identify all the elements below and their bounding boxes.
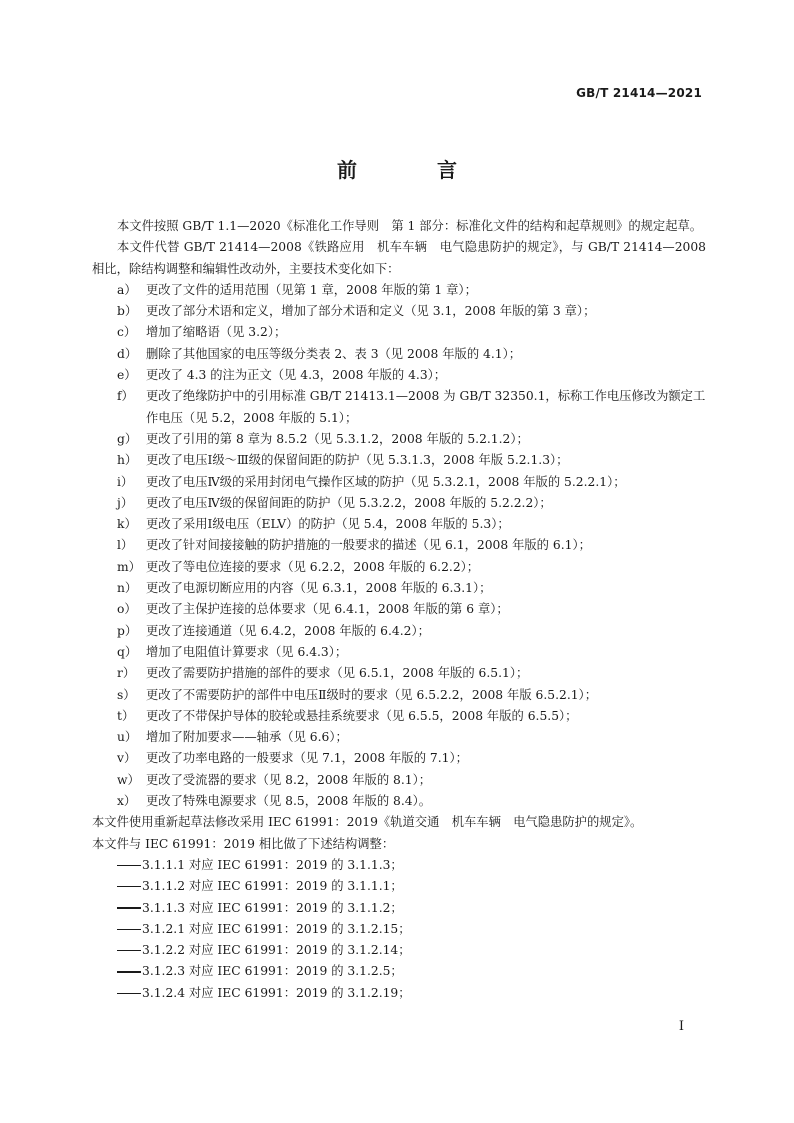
list-item-label: x） xyxy=(117,794,137,809)
list-item xyxy=(92,770,706,791)
mapping-item xyxy=(92,961,706,982)
standard-code: GB/T 21414—2021 xyxy=(576,86,702,100)
list-item-text: 更改了受流器的要求（见 8.2，2008 年版的 8.1）； xyxy=(146,772,432,787)
list-item-label: f） xyxy=(117,389,134,404)
mapping-text: 3.1.1.1 对应 IEC 61991：2019 的 3.1.1.3； xyxy=(142,857,403,872)
list-item-text: 更改了针对间接接触的防护措施的一般要求的描述（见 6.1，2008 年版的 6.1）； xyxy=(146,538,591,553)
list-item-label: l） xyxy=(117,538,134,553)
list-item-label: k） xyxy=(117,517,137,532)
mapping-text: 3.1.2.3 对应 IEC 61991：2019 的 3.1.2.5； xyxy=(142,964,403,979)
list-item xyxy=(92,301,706,322)
list-item-label: h） xyxy=(117,453,138,468)
dash-marker xyxy=(117,865,141,866)
list-item-label: o） xyxy=(117,602,137,617)
mapping-item xyxy=(92,919,706,940)
list-item-label: u） xyxy=(117,730,138,745)
list-item xyxy=(92,642,706,663)
list-item xyxy=(92,621,706,642)
list-item xyxy=(92,599,706,620)
page-title: 前 言 xyxy=(337,158,487,182)
list-item-label: d） xyxy=(117,346,138,361)
list-item-label: t） xyxy=(117,708,135,723)
list-item-label: r） xyxy=(117,666,136,681)
list-item xyxy=(92,535,706,556)
list-item-label: c） xyxy=(117,325,137,340)
list-item-label: v） xyxy=(117,751,137,766)
list-item xyxy=(92,322,706,343)
page-number: Ⅰ xyxy=(678,1019,684,1034)
list-item-label: b） xyxy=(117,304,138,319)
list-item-label: s） xyxy=(117,687,136,702)
list-item-label: m） xyxy=(117,559,141,574)
list-item xyxy=(92,727,706,748)
document-body xyxy=(92,216,706,1004)
list-item xyxy=(92,578,706,599)
list-item-text: 更改了电压Ⅳ级的采用封闭电气操作区域的防护（见 5.3.2.1，2008 年版的 5.2.2.1）； xyxy=(146,474,626,489)
mapping-text: 3.1.2.2 对应 IEC 61991：2019 的 3.1.2.14； xyxy=(142,943,411,958)
list-item-text: 更改了采用Ⅰ级电压（ELV）的防护（见 5.4，2008 年版的 5.3）； xyxy=(146,517,510,532)
list-item xyxy=(92,280,706,301)
list-item-text: 更改了主保护连接的总体要求（见 6.4.1，2008 年版的第 6 章）； xyxy=(146,602,509,617)
list-item-text: 增加了缩略语（见 3.2）； xyxy=(146,325,287,340)
list-item xyxy=(92,685,706,706)
mapping-item xyxy=(92,983,706,1004)
list-item xyxy=(92,514,706,535)
dash-marker xyxy=(117,950,141,951)
list-item-text: 更改了电压Ⅰ级～Ⅲ级的保留间距的防护（见 5.3.1.3，2008 年版 5.2.1.3）； xyxy=(146,453,569,468)
list-item-text: 更改了电源切断应用的内容（见 6.3.1，2008 年版的 6.3.1）； xyxy=(146,581,492,596)
list-item-text: 更改了连接通道（见 6.4.2，2008 年版的 6.4.2）； xyxy=(146,623,430,638)
list-item xyxy=(92,472,706,493)
mapping-item xyxy=(92,876,706,897)
list-item-text: 更改了 4.3 的注为正文（见 4.3，2008 年版的 4.3）； xyxy=(146,368,447,383)
list-item xyxy=(92,557,706,578)
list-item xyxy=(92,365,706,386)
mapping-item xyxy=(92,940,706,961)
list-item-label: w） xyxy=(117,772,140,787)
list-item-text: 更改了特殊电源要求（见 8.5，2008 年版的 8.4）。 xyxy=(146,794,432,809)
list-item-text: 更改了功率电路的一般要求（见 7.1，2008 年版的 7.1）； xyxy=(146,751,468,766)
list-item xyxy=(92,706,706,727)
mapping-text: 3.1.2.1 对应 IEC 61991：2019 的 3.1.2.15； xyxy=(142,921,411,936)
list-item-text: 增加了附加要求——轴承（见 6.6）； xyxy=(146,730,348,745)
list-item xyxy=(92,748,706,769)
mapping-text: 3.1.2.4 对应 IEC 61991：2019 的 3.1.2.19； xyxy=(142,985,411,1000)
list-item xyxy=(92,386,706,429)
list-item-text: 更改了等电位连接的要求（见 6.2.2，2008 年版的 6.2.2）； xyxy=(146,559,480,574)
mapping-item xyxy=(92,898,706,919)
paragraph-drafting-rule: 本文件按照 GB/T 1.1—2020《标准化工作导则 第 1 部分：标准化文件的结构和起草规则》的规定起草。 xyxy=(117,219,703,233)
paragraph-adoption: 本文件使用重新起草法修改采用 IEC 61991：2019《轨道交通 机车车辆 电气隐患防护的规定》。 xyxy=(92,815,643,830)
list-item-text: 更改了引用的第 8 章为 8.5.2（见 5.3.1.2，2008 年版的 5.2.1.2）； xyxy=(146,431,529,446)
list-item-label: j） xyxy=(117,495,134,510)
dash-marker xyxy=(117,929,141,930)
list-item-label: a） xyxy=(117,282,137,297)
dash-marker xyxy=(117,886,141,887)
paragraph-structure: 本文件与 IEC 61991：2019 相比做了下述结构调整： xyxy=(92,836,395,851)
list-item-text: 更改了不带保护导体的胶轮或悬挂系统要求（见 6.5.5，2008 年版的 6.5.5）； xyxy=(146,708,578,723)
list-item xyxy=(92,344,706,365)
mapping-item xyxy=(92,855,706,876)
list-item-text: 更改了需要防护措施的部件的要求（见 6.5.1，2008 年版的 6.5.1）； xyxy=(146,666,529,681)
list-item xyxy=(92,429,706,450)
paragraph-replacement: 本文件代替 GB/T 21414—2008《铁路应用 机车车辆 电气隐患防护的规定》，与 GB/T 21414—2008 相比，除结构调整和编辑性改动外，主要技术变化如下： xyxy=(92,240,706,276)
list-item-text: 更改了不需要防护的部件中电压Ⅱ级时的要求（见 6.5.2.2，2008 年版 6.5.2.1）； xyxy=(146,687,597,702)
list-item-label: p） xyxy=(117,623,138,638)
list-item-label: g） xyxy=(117,431,138,446)
list-item xyxy=(92,450,706,471)
list-item-label: e） xyxy=(117,368,137,383)
mapping-list xyxy=(92,855,706,1004)
list-item xyxy=(92,791,706,812)
dash-marker xyxy=(117,971,141,972)
mapping-text: 3.1.1.2 对应 IEC 61991：2019 的 3.1.1.1； xyxy=(142,879,403,894)
list-item-text: 更改了文件的适用范围（见第 1 章，2008 年版的第 1 章）； xyxy=(146,282,477,297)
list-item-label: i） xyxy=(117,474,134,489)
dash-marker xyxy=(117,993,141,994)
list-item-text: 更改了绝缘防护中的引用标准 GB/T 21413.1—2008 为 GB/T 32350.1，标称工作电压修改为额定工作电压（见 5.2，2008 年版的 5.1）； xyxy=(146,389,706,425)
list-item xyxy=(92,493,706,514)
list-item-text: 更改了电压Ⅳ级的保留间距的防护（见 5.3.2.2，2008 年版的 5.2.2.2）； xyxy=(146,495,552,510)
list-item-label: n） xyxy=(117,581,138,596)
list-item xyxy=(92,663,706,684)
list-item-text: 更改了部分术语和定义，增加了部分术语和定义（见 3.1，2008 年版的第 3 章）； xyxy=(146,304,596,319)
changes-list xyxy=(92,280,706,812)
list-item-text: 删除了其他国家的电压等级分类表 2、表 3（见 2008 年版的 4.1）； xyxy=(146,346,522,361)
mapping-text: 3.1.1.3 对应 IEC 61991：2019 的 3.1.1.2； xyxy=(142,900,403,915)
list-item-label: q） xyxy=(117,644,138,659)
dash-marker xyxy=(117,907,141,908)
list-item-text: 增加了电阻值计算要求（见 6.4.3）； xyxy=(146,644,348,659)
